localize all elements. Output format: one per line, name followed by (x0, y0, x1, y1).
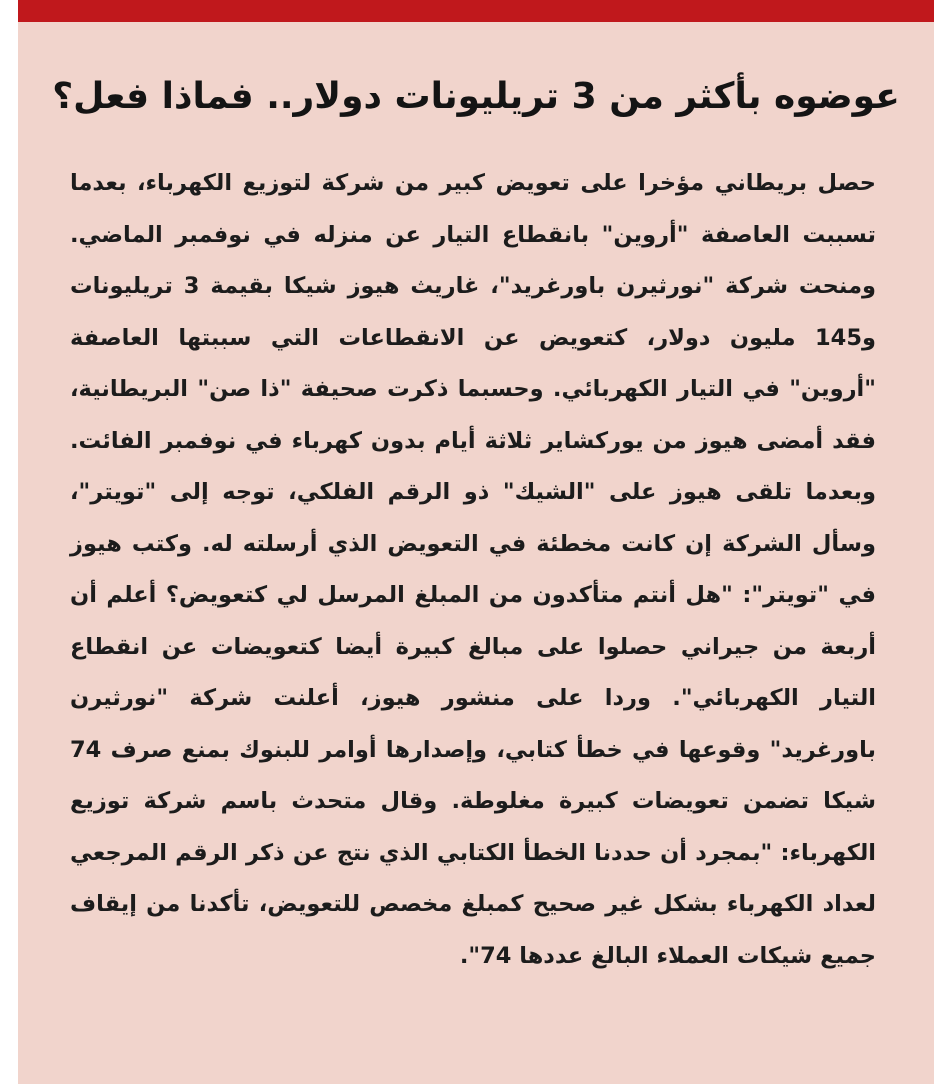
article-headline: عوضوه بأكثر من 3 تريليونات دولار.. فماذا فعل؟ (52, 76, 900, 117)
accent-bar (18, 0, 934, 22)
article-panel (18, 0, 934, 1084)
article-body: حصل بريطاني مؤخرا على تعويض كبير من شركة لتوزيع الكهرباء، بعدما تسببت العاصفة "أروين" بانقطاع التيار عن منزله في نوفمبر الماضي. ومنحت شركة "نورثيرن باورغريد"، غاريث هيوز شيكا بقيمة 3 تريليونات و145 مليون دولار، كتعويض عن الانقطاعات التي سببتها العاصفة "أروين" في التيار الكهربائي. وحسبما ذكرت صحيفة "ذا صن" البريطانية، فقد أمضى هيوز من يوركشاير ثلاثة أيام بدون كهرباء في نوفمبر الفائت. وبعدما تلقى هيوز على "الشيك" ذو الرقم الفلكي، توجه إلى "تويتر"، وسأل الشركة إن كانت مخطئة في التعويض الذي أرسلته له. وكتب هيوز في "تويتر": "هل أنتم متأكدون من المبلغ المرسل لي كتعويض؟ أعلم أن أربعة من جيراني حصلوا على مبالغ كبيرة أيضا كتعويضات عن انقطاع التيار الكهربائي". وردا على منشور هيوز، أعلنت شركة "نورثيرن باورغريد" وقوعها في خطأ كتابي، وإصدارها أوامر للبنوك بمنع صرف 74 شيكا تضمن تعويضات كبيرة مغلوطة. وقال متحدث باسم شركة توزيع الكهرباء: "بمجرد أن حددنا الخطأ الكتابي الذي نتج عن ذكر الرقم المرجعي لعداد الكهرباء بشكل غير صحيح كمبلغ مخصص للتعويض، تأكدنا من إيقاف جميع شيكات العملاء البالغ عددها 74". (70, 170, 876, 969)
